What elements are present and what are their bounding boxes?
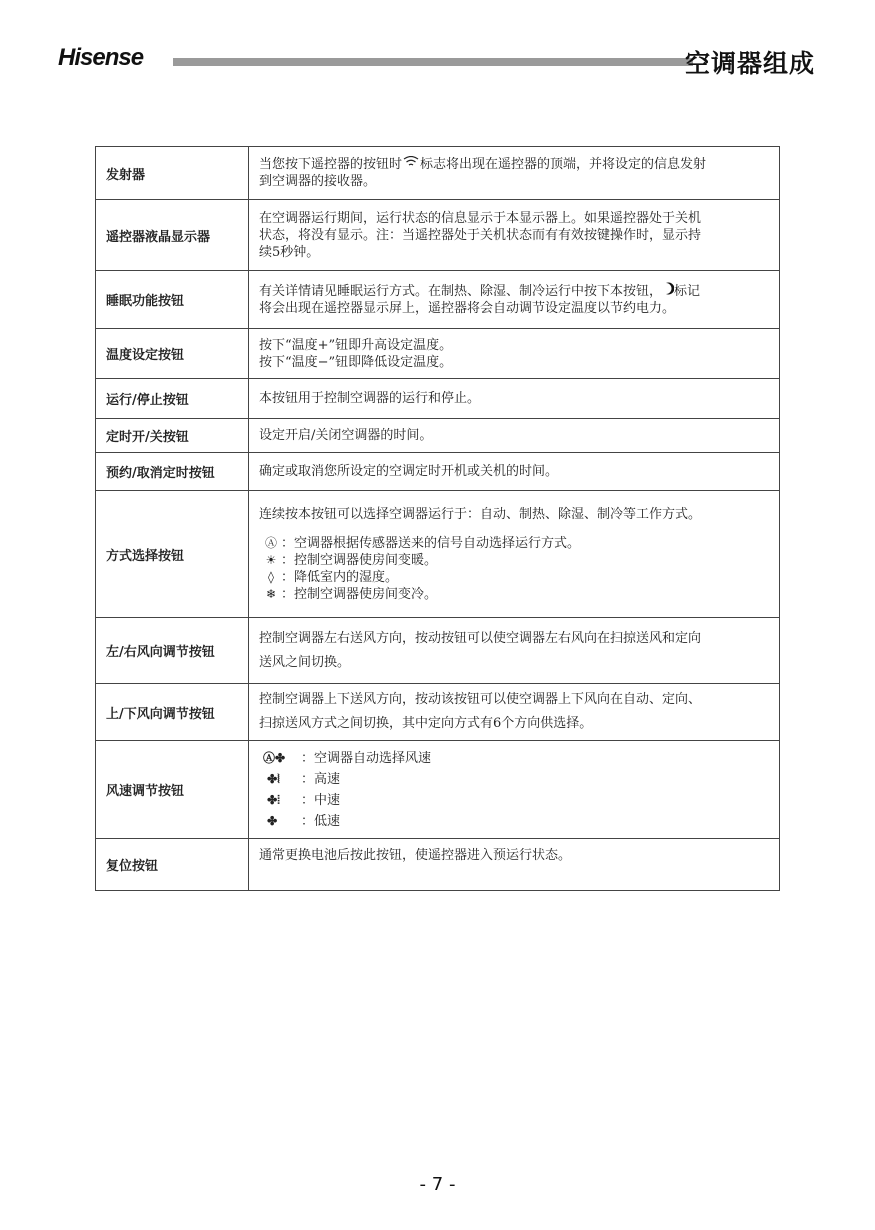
table-row [96, 379, 780, 419]
desc-text: 按下“温度+”钮即升高设定温度。 [259, 337, 453, 353]
row-name: 发射器 [96, 147, 249, 200]
table-row [96, 329, 780, 379]
row-name: 方式选择按钮 [96, 491, 249, 618]
fan-text: ：空调器自动选择风速 [301, 750, 432, 766]
table-row [96, 453, 780, 491]
section-title: 空调器组成 [684, 49, 815, 78]
fan-low-icon: ✤ [263, 813, 278, 828]
row-name: 遥控器液晶显示器 [96, 200, 249, 271]
table-row [96, 839, 780, 891]
desc-text: 到空调器的接收器。 [259, 174, 377, 189]
sleep-moon-icon [662, 284, 674, 299]
mode-dry [259, 569, 769, 586]
desc-text: 状态，将没有显示。注：当遥控器处于关机状态而有有效按键操作时，显示持 [259, 227, 702, 243]
desc-text: 在空调器运行期间，运行状态的信息显示于本显示器上。如果遥控器处于关机 [259, 210, 702, 226]
mode-text: ：空调器根据传感器送来的信号自动选择运行方式。 [281, 535, 581, 551]
desc-text: 控制空调器上下送风方向，按动该按钮可以使空调器上下风向在自动、定向、 [259, 692, 702, 707]
fan-text: ：中速 [301, 792, 341, 808]
table-row [96, 618, 780, 684]
remote-button-table [95, 146, 780, 891]
mode-auto [259, 535, 769, 552]
fan-auto [259, 748, 769, 769]
row-desc [249, 329, 780, 379]
desc-text: 设定开启/关闭空调器的时间。 [259, 428, 433, 443]
desc-text: 通常更换电池后按此按钮，使遥控器进入预运行状态。 [259, 848, 572, 863]
page-number: - 7 - [419, 1174, 456, 1195]
fan-medium-icon: ✤⦙ [263, 792, 280, 807]
hisense-logo: Hisense [58, 44, 144, 71]
mode-heat [259, 552, 769, 569]
row-name: 风速调节按钮 [96, 741, 249, 839]
desc-text: 有关详情请见睡眠运行方式。在制热、除湿、制冷运行中按下本按钮， [259, 284, 663, 299]
row-name: 复位按钮 [96, 839, 249, 891]
row-name: 睡眠功能按钮 [96, 271, 249, 329]
table-row [96, 684, 780, 741]
desc-text: 送风之间切换。 [259, 654, 351, 670]
table-row [96, 419, 780, 453]
fan-high-icon: ✤⦚ [263, 771, 280, 786]
fan-text: ：高速 [301, 771, 341, 787]
row-name: 预约/取消定时按钮 [96, 453, 249, 491]
fan-text: ：低速 [301, 813, 341, 829]
desc-text: 当您按下遥控器的按钮时 [259, 157, 403, 172]
row-name: 上/下风向调节按钮 [96, 684, 249, 741]
row-desc [249, 618, 780, 684]
table-row [96, 491, 780, 618]
fan-low [259, 811, 769, 832]
mode-text: ：控制空调器使房间变暖。 [281, 552, 438, 568]
row-name: 温度设定按钮 [96, 329, 249, 379]
table-row [96, 147, 780, 200]
table-row [96, 200, 780, 271]
row-name: 运行/停止按钮 [96, 379, 249, 419]
fan-high [259, 769, 769, 790]
signal-icon [402, 157, 420, 172]
desc-text: 按下“温度−”钮即降低设定温度。 [259, 354, 453, 370]
desc-text: 扫掠送风方式之间切换，其中定向方式有6个方向供选择。 [259, 716, 593, 731]
desc-text: 确定或取消您所设定的空调定时开机或关机的时间。 [259, 464, 559, 479]
row-desc [249, 147, 780, 200]
row-desc [249, 741, 780, 839]
desc-text: 将会出现在遥控器显示屏上，遥控器将会自动调节设定温度以节约电力。 [259, 301, 676, 316]
row-desc [249, 491, 780, 618]
desc-text: 标记 [674, 284, 701, 299]
page-header [0, 0, 875, 100]
auto-fan-icon: Ⓐ✤ [263, 750, 286, 765]
row-desc [249, 453, 780, 491]
row-desc [249, 200, 780, 271]
snowflake-cool-icon: ❄ [265, 586, 277, 601]
desc-text: 标志将出现在遥控器的顶端，并将设定的信息发射 [420, 157, 707, 172]
table-row [96, 741, 780, 839]
row-desc [249, 379, 780, 419]
mode-text: ：控制空调器使房间变冷。 [281, 586, 438, 602]
row-name: 左/右风向调节按钮 [96, 618, 249, 684]
droplet-dry-icon: ◊ [268, 569, 274, 584]
row-desc [249, 684, 780, 741]
desc-text: 本按钮用于控制空调器的运行和停止。 [259, 391, 481, 406]
fan-medium [259, 790, 769, 811]
row-desc [249, 419, 780, 453]
row-desc [249, 271, 780, 329]
desc-text: 续5秒钟。 [259, 244, 320, 260]
header-rule [173, 58, 693, 66]
desc-text: 控制空调器左右送风方向，按动按钮可以使空调器左右风向在扫掠送风和定向 [259, 630, 702, 646]
sun-heat-icon: ☀ [265, 552, 277, 567]
auto-mode-icon: Ⓐ [264, 535, 277, 550]
table-row [96, 271, 780, 329]
mode-text: ：降低室内的湿度。 [281, 569, 399, 585]
desc-text: 连续按本按钮可以选择空调器运行于：自动、制热、除湿、制冷等工作方式。 [259, 506, 702, 522]
mode-cool [259, 586, 769, 603]
row-desc [249, 839, 780, 891]
row-name: 定时开/关按钮 [96, 419, 249, 453]
